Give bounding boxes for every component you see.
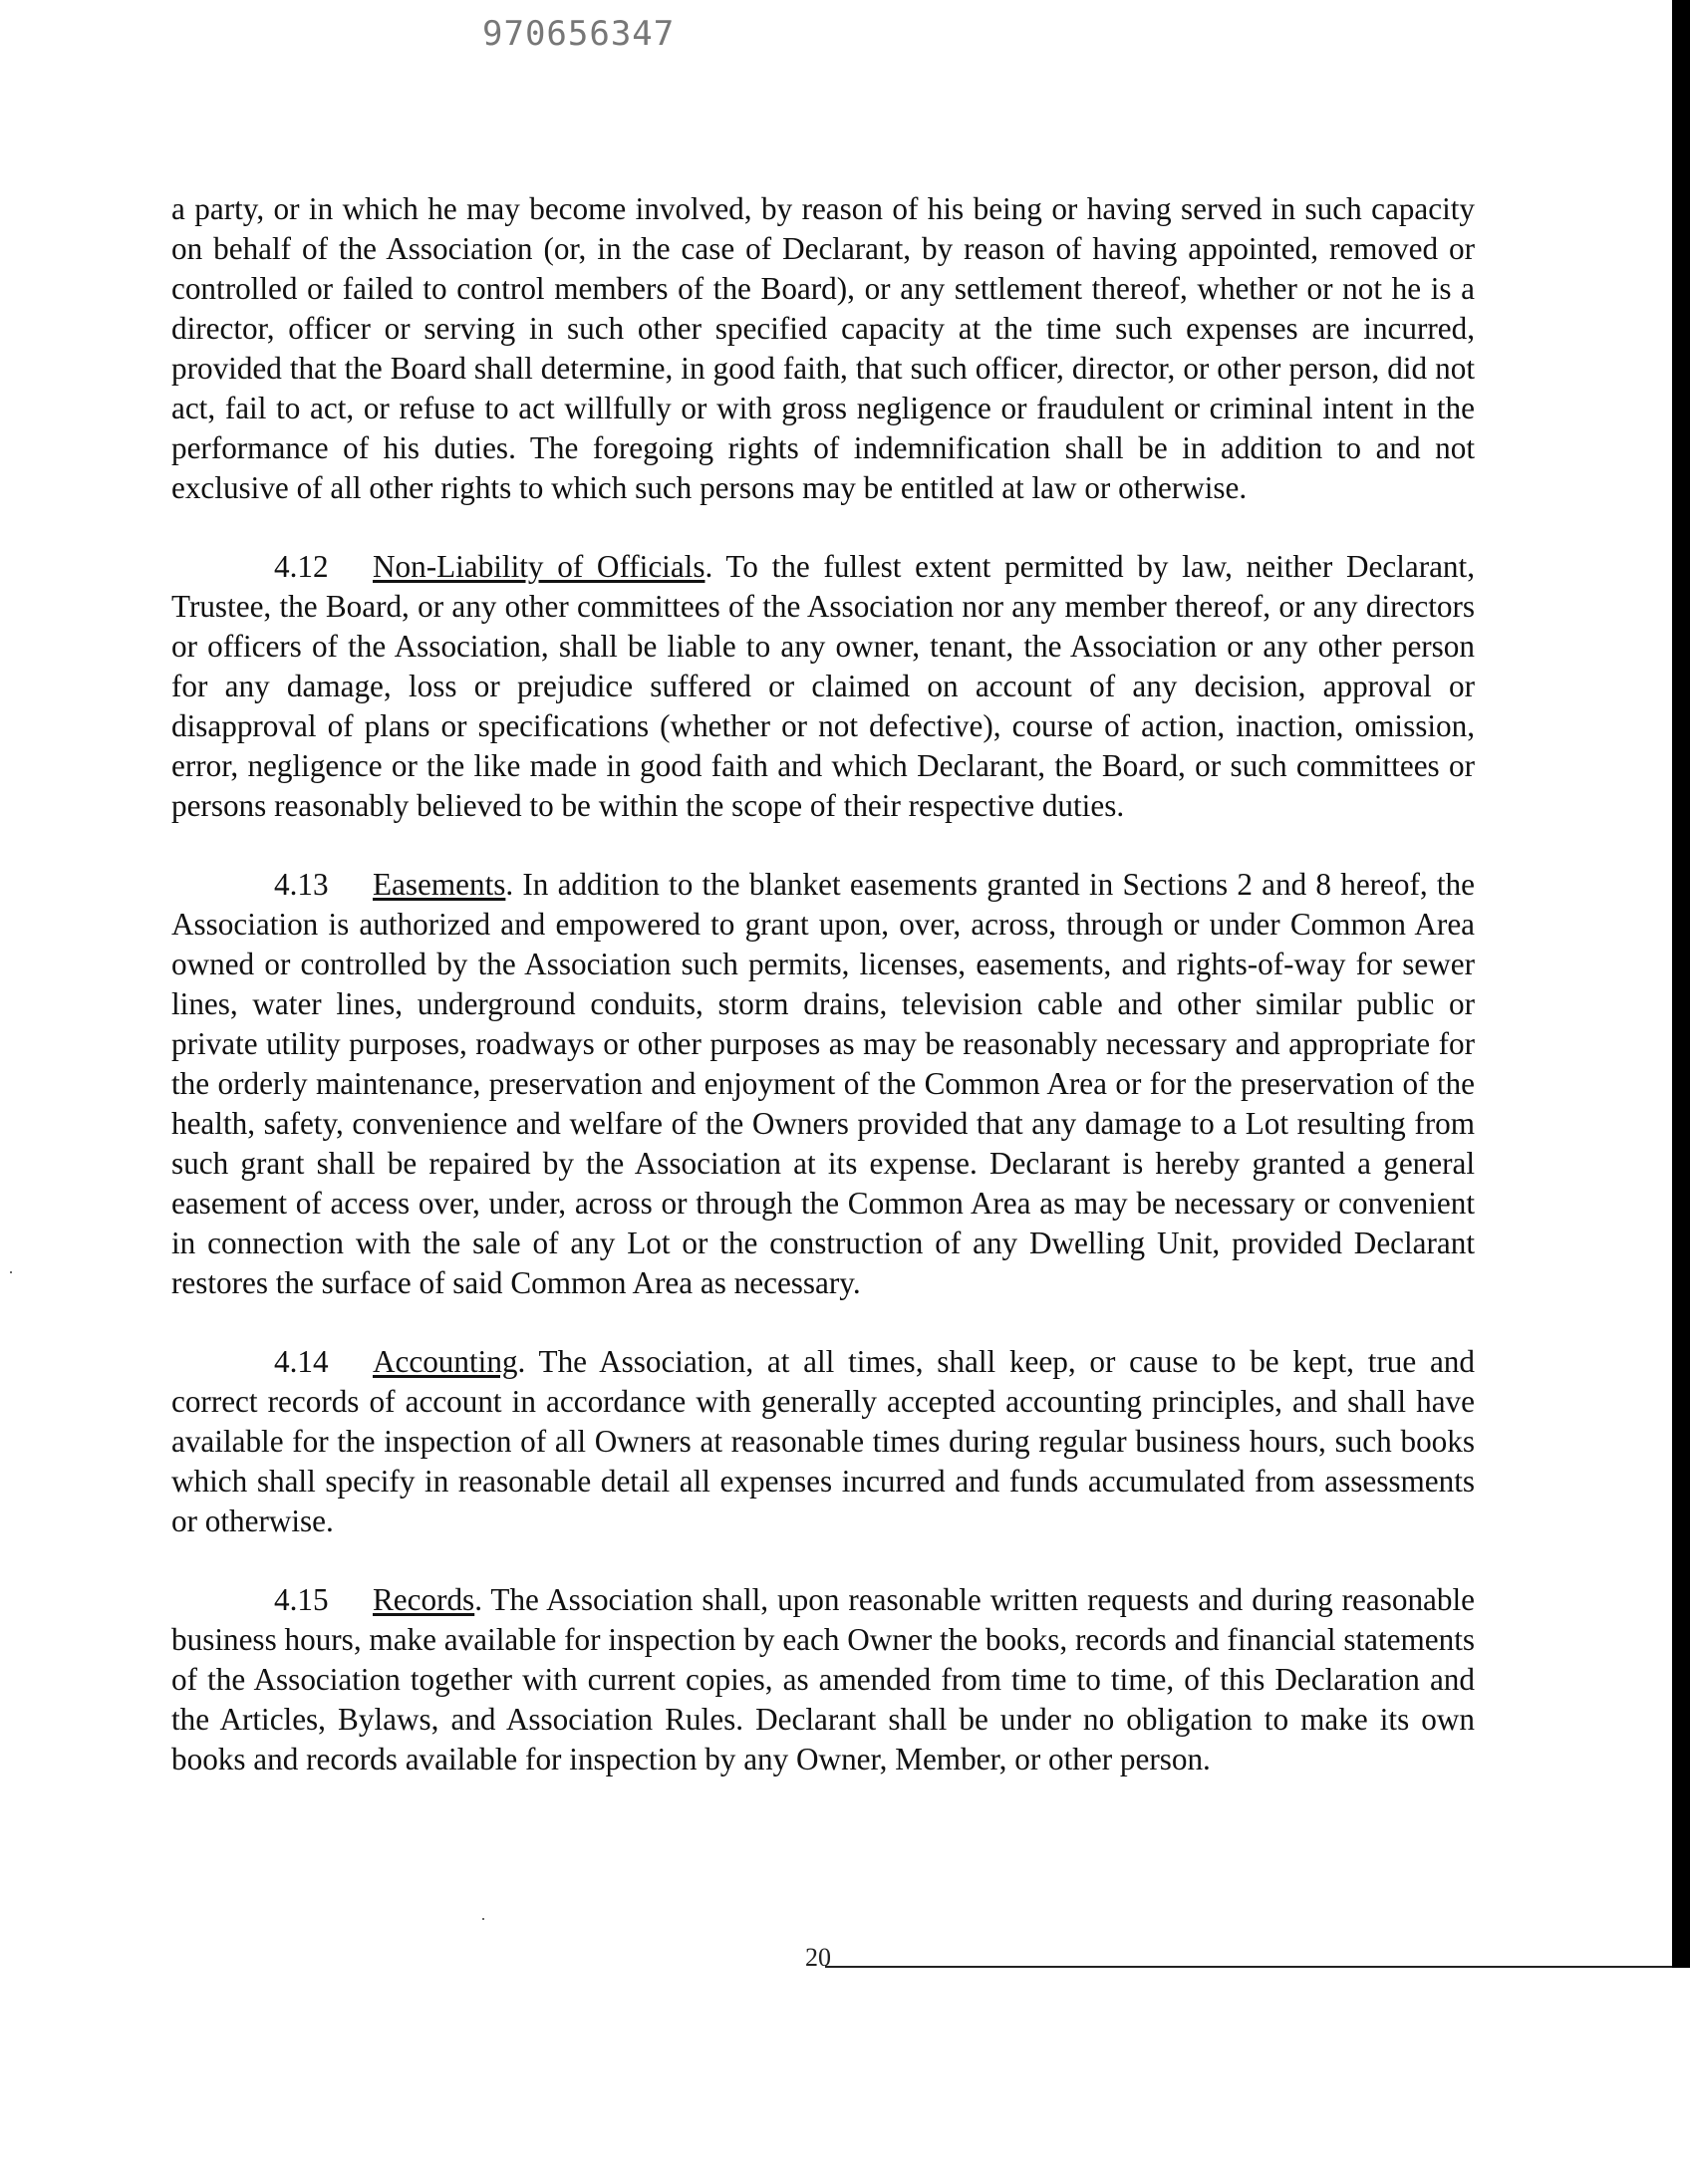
- section-title: Easements: [373, 867, 506, 902]
- section-number: 4.15: [274, 1582, 329, 1617]
- section-number: 4.14: [274, 1344, 329, 1379]
- section-4-15: [171, 1580, 1475, 1779]
- section-number: 4.12: [274, 549, 329, 584]
- scan-speck: [10, 1271, 12, 1273]
- section-body: . The Association shall, upon reasonable written requests and during reasonable business hours, make available for inspection by each Owner the books, records and financial statements of the Association together with current copies, as amended from time to time, of this Declaration and the Articles, Bylaws, and Association Rules. Declarant shall be under no obligation to make its own books and records available for inspection by any Owner, Member, or other person.: [171, 1582, 1475, 1776]
- section-number: 4.13: [274, 867, 329, 902]
- document-body: [171, 189, 1475, 1818]
- section-4-12: [171, 547, 1475, 826]
- page-number: 20: [805, 1948, 831, 1966]
- document-number-stamp: 970656347: [482, 14, 676, 54]
- section-body: . To the fullest extent permitted by law, neither Declarant, Trustee, the Board, or any other committees of the Association nor any member thereof, or any directors or officers of the Association, shall be liable to any owner, tenant, the Association or any other person for any damage, loss or prejudice suffered or claimed on account of any decision, approval or disapproval of plans or specifications (whether or not defective), course of action, inaction, omission, error, negligence or the like made in good faith and which Declarant, the Board, or such committees or persons reasonably believed to be within the scope of their respective duties.: [171, 549, 1475, 823]
- section-4-13: [171, 865, 1475, 1303]
- section-4-14: [171, 1342, 1475, 1541]
- footer-rule: [825, 1966, 1672, 1968]
- scan-edge-border: [1672, 0, 1690, 1968]
- section-body: . The Association, at all times, shall keep, or cause to be kept, true and correct records of account in accordance with generally accepted accounting principles, and shall have available for the inspection of all Owners at reasonable times during regular business hours, such books which shall specify in reasonable detail all expenses incurred and funds accumulated from assessments or otherwise.: [171, 1344, 1475, 1538]
- scan-speck: [482, 1918, 484, 1920]
- section-title: Non-Liability of Officials: [373, 549, 705, 584]
- section-title: Accounting: [373, 1344, 518, 1379]
- continued-paragraph: a party, or in which he may become involved, by reason of his being or having served in such capacity on behalf of the Association (or, in the case of Declarant, by reason of having appointed, removed or controlled or failed to control members of the Board), or any settlement thereof, whether or not he is a director, officer or serving in such other specified capacity at the time such expenses are incurred, provided that the Board shall determine, in good faith, that such officer, director, or other person, did not act, fail to act, or refuse to act willfully or with gross negligence or fraudulent or criminal intent in the performance of his duties. The foregoing rights of indemnification shall be in addition to and not exclusive of all other rights to which such persons may be entitled at law or otherwise.: [171, 191, 1475, 505]
- section-title: Records: [373, 1582, 475, 1617]
- section-body: . In addition to the blanket easements granted in Sections 2 and 8 hereof, the Association is authorized and empowered to grant upon, over, across, through or under Common Area owned or controlled by the Association such permits, licenses, easements, and rights-of-way for sewer lines, water lines, underground conduits, storm drains, television cable and other similar public or private utility purposes, roadways or other purposes as may be reasonably necessary and appropriate for the orderly maintenance, preservation and enjoyment of the Common Area or for the preservation of the health, safety, convenience and welfare of the Owners provided that any damage to a Lot resulting from such grant shall be repaired by the Association at its expense. Declarant is hereby granted a general easement of access over, under, across or through the Common Area as may be necessary or convenient in connection with the sale of any Lot or the construction of any Dwelling Unit, provided Declarant restores the surface of said Common Area as necessary.: [171, 867, 1475, 1300]
